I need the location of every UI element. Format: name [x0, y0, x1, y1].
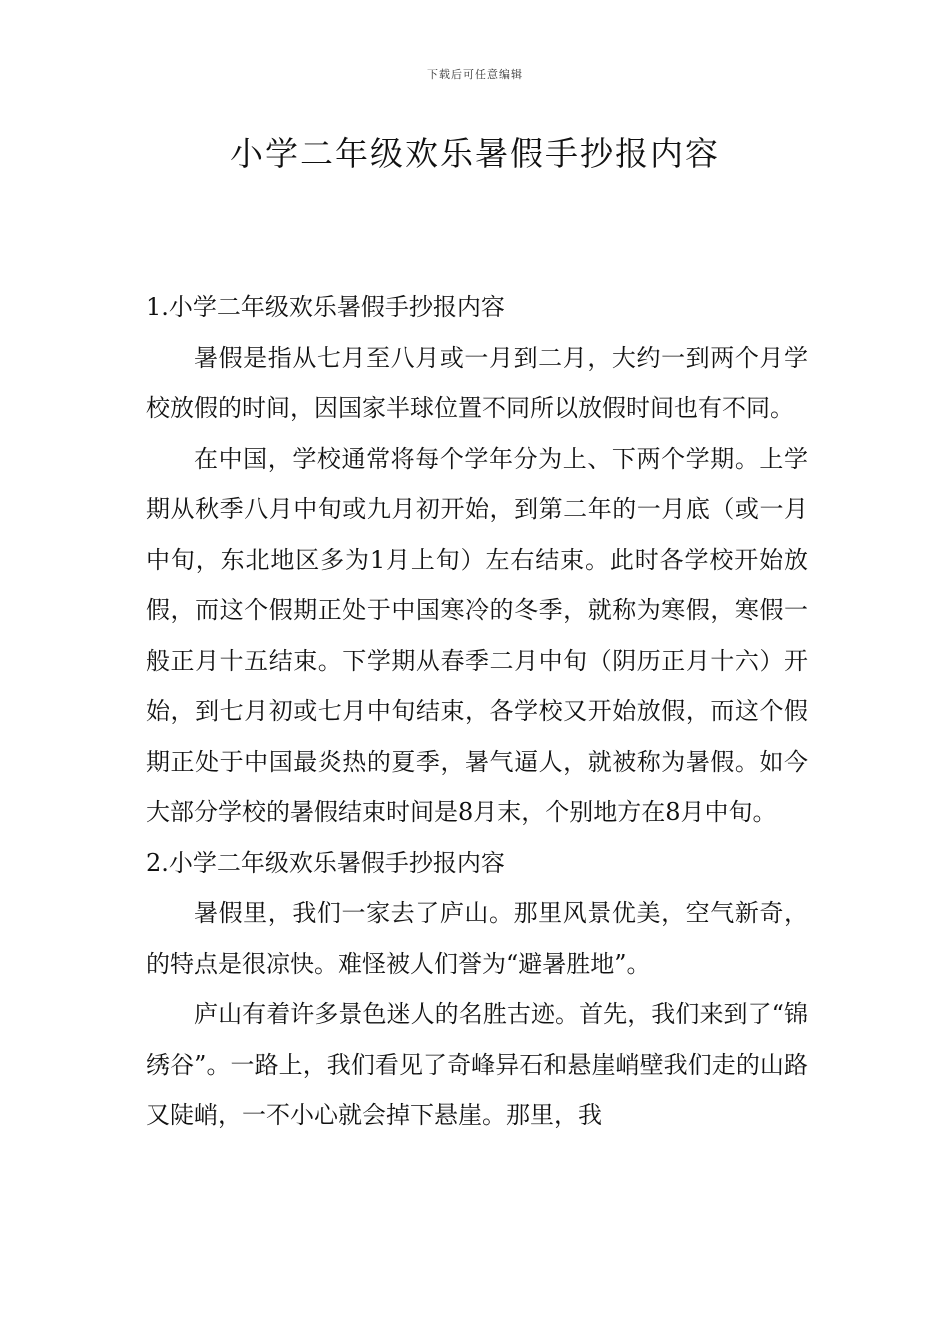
section-heading: 1.小学二年级欢乐暑假手抄报内容	[146, 293, 505, 321]
paragraph: 暑假里，我们一家去了庐山。那里风景优美，空气新奇，的特点是很凉快。难怪被人们誉为“避暑胜地”。	[146, 899, 808, 978]
document-title: 小学二年级欢乐暑假手抄报内容	[230, 134, 720, 173]
header-note: 下载后可任意编辑	[427, 68, 523, 81]
section-heading: 2.小学二年级欢乐暑假手抄报内容	[146, 848, 505, 877]
document-body	[146, 282, 808, 1141]
paragraph: 在中国，学校通常将每个学年分为上、下两个学期。上学期从秋季八月中旬或九月初开始，到第二年的一月底（或一月中旬，东北地区多为1月上旬）左右结束。此时各学校开始放假，而这个假期正处于中国寒冷的冬季，就称为寒假，寒假一般正月十五结束。下学期从春季二月中旬（阴历正月十六）开始，到七月初或七月中旬结束，各学校又开始放假，而这个假期正处于中国最炎热的夏季，暑气逼人，就被称为暑假。如今大部分学校的暑假结束时间是8月末，个别地方在8月中旬。	[146, 444, 808, 826]
paragraph: 庐山有着许多景色迷人的名胜古迹。首先，我们来到了“锦绣谷”。一路上，我们看见了奇峰异石和悬崖峭壁我们走的山路又陡峭，一不小心就会掉下悬崖。那里，我	[146, 1000, 808, 1129]
paragraph: 暑假是指从七月至八月或一月到二月，大约一到两个月学校放假的时间，因国家半球位置不同所以放假时间也有不同。	[146, 343, 808, 422]
